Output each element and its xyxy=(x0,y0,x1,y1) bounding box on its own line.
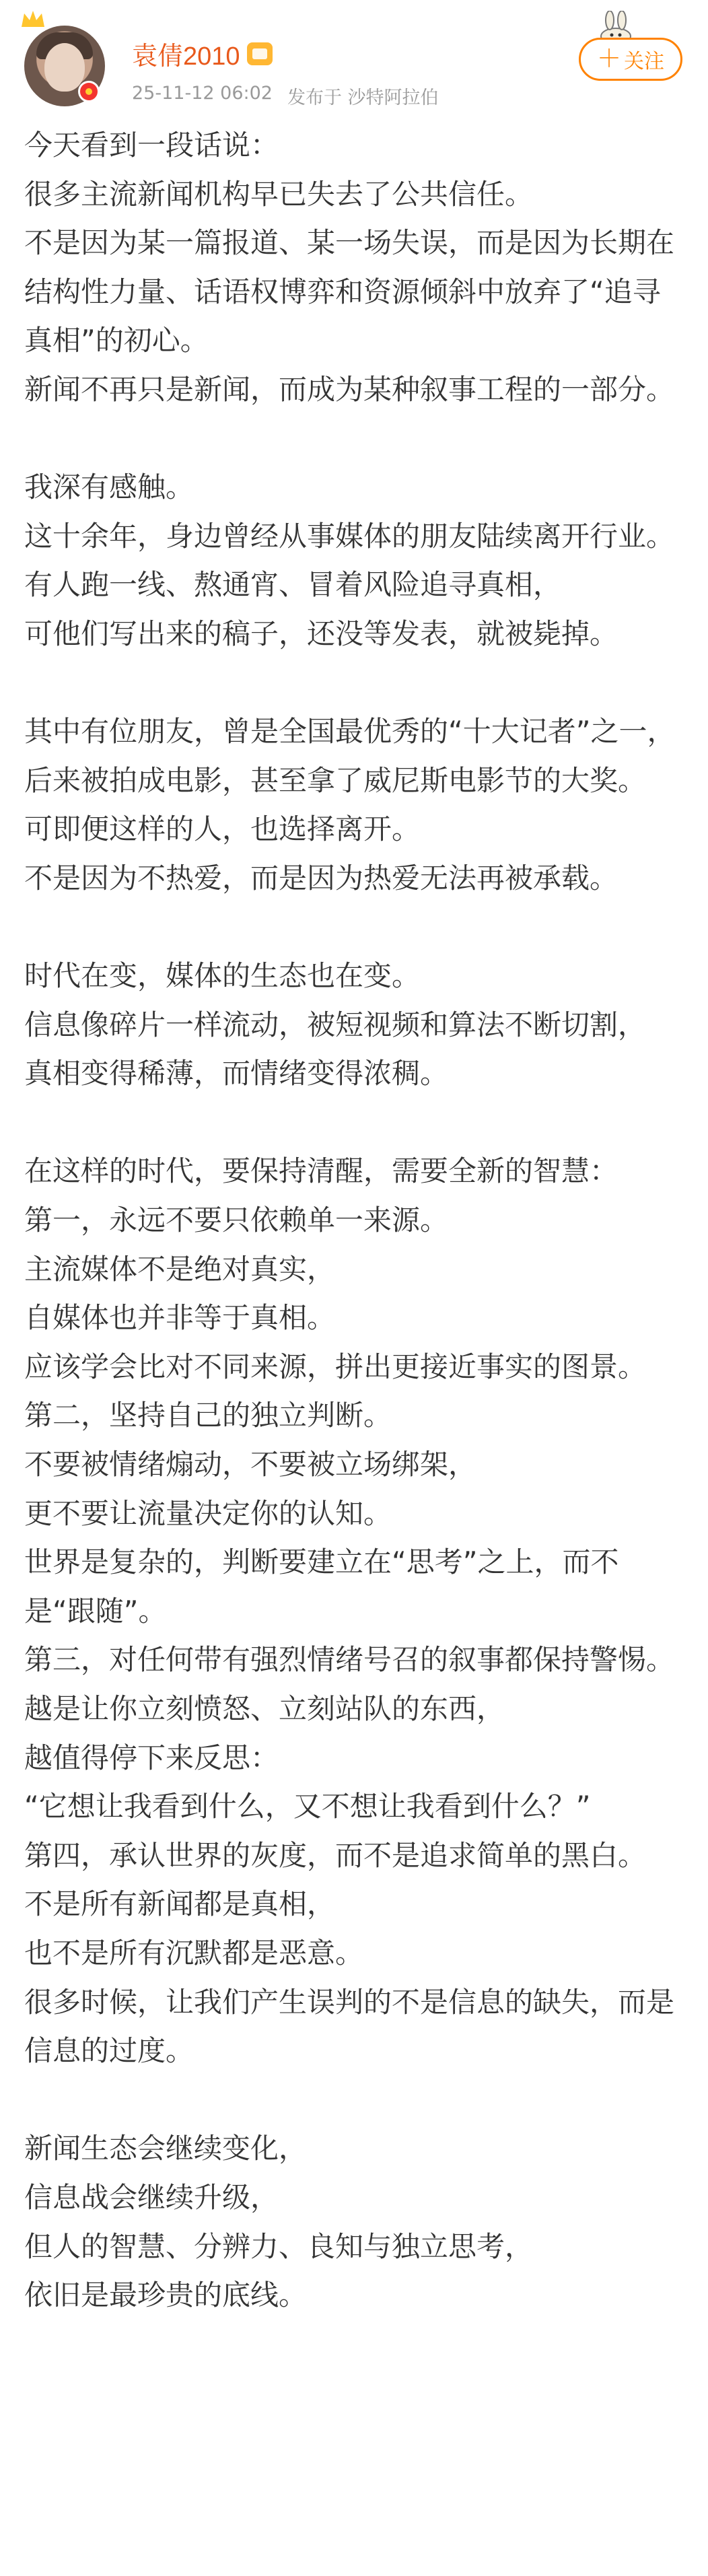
post-line: 第二，坚持自己的独立判断。 xyxy=(24,1399,392,1432)
blank-line xyxy=(24,1099,684,1148)
post-line: 今天看到一段话说： xyxy=(24,129,279,162)
verified-badge-icon xyxy=(78,81,100,102)
post-line: 越值得停下来反思： xyxy=(24,1741,279,1774)
post-line: 越是让你立刻愤怒、立刻站队的东西， xyxy=(24,1692,505,1725)
post-line: 信息战会继续升级， xyxy=(24,2180,279,2214)
post-line: 新闻生态会继续变化， xyxy=(24,2132,308,2165)
post-line: 有人跑一线、熬通宵、冒着风险追寻真相， xyxy=(24,568,562,602)
post-line: 不是因为不热爱，而是因为热爱无法再被承载。 xyxy=(24,861,618,895)
post-body xyxy=(24,121,684,2320)
author-name[interactable]: 袁倩2010 xyxy=(132,42,240,71)
follow-button[interactable] xyxy=(579,38,682,81)
post-line: 应该学会比对不同来源，拼出更接近事实的图景。 xyxy=(24,1350,647,1383)
post-line: 可即便这样的人，也选择离开。 xyxy=(24,812,421,846)
post-line: 第四，承认世界的灰度，而不是追求简单的黑白。 xyxy=(24,1838,647,1872)
post-line: 很多时候，让我们产生误判的不是信息的缺失，而是信息的过度。 xyxy=(24,1985,675,2068)
post-line: 可他们写出来的稿子，还没等发表，就被毙掉。 xyxy=(24,617,618,650)
blank-line xyxy=(24,415,684,464)
post-line: 也不是所有沉默都是恶意。 xyxy=(24,1936,364,1970)
plus-icon: ＋ xyxy=(596,45,621,73)
vip-level-icon xyxy=(247,42,273,65)
post-line: 其中有位朋友，曾是全国最优秀的“十大记者”之一， xyxy=(24,715,676,749)
follow-label: 关注 xyxy=(624,50,664,73)
post-line: 不是因为某一篇报道、某一场失误，而是因为长期在结构性力量、话语权博弈和资源倾斜中放弃了“追寻真相”的初心。 xyxy=(24,226,675,357)
author-row xyxy=(132,35,273,72)
post-line: 第一，永远不要只依赖单一来源。 xyxy=(24,1204,449,1237)
post-line: 世界是复杂的，判断要建立在“思考”之上，而不是“跟随”。 xyxy=(24,1545,619,1628)
post-header xyxy=(0,0,708,114)
post-line: 这十余年，身边曾经从事媒体的朋友陆续离开行业。 xyxy=(24,519,675,553)
post-line: 新闻不再只是新闻，而成为某种叙事工程的一部分。 xyxy=(24,372,675,406)
post-line: 信息像碎片一样流动，被短视频和算法不断切割， xyxy=(24,1008,647,1041)
post-line: 更不要让流量决定你的认知。 xyxy=(24,1496,392,1530)
post-line: 真相变得稀薄，而情绪变得浓稠。 xyxy=(24,1057,449,1090)
post-meta xyxy=(132,83,439,109)
blank-line xyxy=(24,2076,684,2125)
blank-line xyxy=(24,659,684,708)
post-line: 很多主流新闻机构早已失去了公共信任。 xyxy=(24,177,534,211)
post-line: 自媒体也并非等于真相。 xyxy=(24,1301,336,1335)
post-line: 我深有感触。 xyxy=(24,471,194,504)
avatar-face xyxy=(44,43,85,92)
post-line: 在这样的时代，要保持清醒，需要全新的智慧： xyxy=(24,1154,618,1188)
post-line: 不是所有新闻都是真相， xyxy=(24,1887,336,1921)
post-line: 不要被情绪煽动，不要被立场绑架， xyxy=(24,1448,477,1482)
follow-area xyxy=(572,23,682,82)
post-line: 第三，对任何带有强烈情绪号召的叙事都保持警惕。 xyxy=(24,1643,675,1677)
post-line: 后来被拍成电影，甚至拿了威尼斯电影节的大奖。 xyxy=(24,763,647,797)
post-line: 主流媒体不是绝对真实， xyxy=(24,1252,336,1286)
post-line: 依旧是最珍贵的底线。 xyxy=(24,2278,308,2312)
post-line: “它想让我看到什么，又不想让我看到什么？” xyxy=(24,1790,591,1823)
post-line: 但人的智慧、分辨力、良知与独立思考， xyxy=(24,2229,534,2263)
post-date: 25-11-12 06:02 xyxy=(132,83,273,104)
post-line: 时代在变，媒体的生态也在变。 xyxy=(24,959,421,993)
vip-crown-icon xyxy=(20,9,46,30)
blank-line xyxy=(24,903,684,952)
post-source: 发布于 沙特阿拉伯 xyxy=(287,88,439,108)
